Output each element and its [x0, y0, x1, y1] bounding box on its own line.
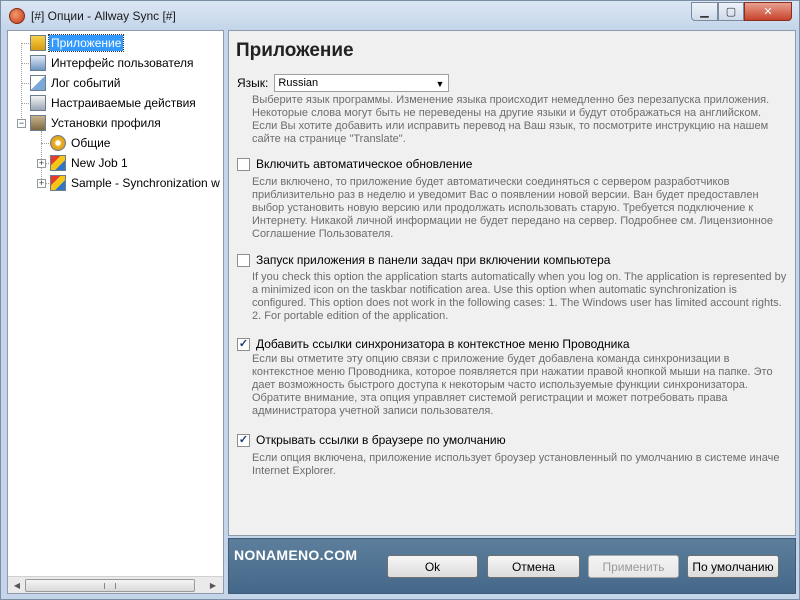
ok-button[interactable]: Ok [387, 555, 478, 578]
sidebar-item-application[interactable] [30, 34, 123, 52]
default-browser-label[interactable]: Открывать ссылки в браузере по умолчанию [256, 433, 506, 447]
sidebar-item-label: Настраиваемые действия [51, 96, 196, 110]
language-label: Язык: [237, 76, 269, 90]
sidebar-item-label: Приложение [51, 36, 122, 50]
startup-tray-description: If you check this option the application starts automatically when you log on. The application is represented by a minimized icon on the taskbar notification area. Use this option when automatic synchronization is configured. This option does not work in the following cases: 1. The Windows user has limited account rights. 2. For portable edition of the application. [252, 271, 787, 322]
option-explorer-menu[interactable] [237, 337, 630, 351]
sidebar-item-general[interactable] [50, 134, 112, 152]
sidebar-item-sample-sync[interactable] [50, 174, 222, 192]
settings-panel [228, 30, 796, 536]
language-select[interactable] [274, 74, 449, 92]
language-row [237, 74, 449, 92]
apply-button[interactable]: Применить [588, 555, 679, 578]
scroll-right-arrow-icon[interactable]: ▶ [209, 580, 217, 590]
user-interface-icon [30, 55, 46, 71]
title-bar [0, 0, 800, 30]
tree-connector [41, 131, 42, 183]
scroll-left-arrow-icon[interactable]: ◀ [13, 580, 21, 590]
explorer-menu-description: Если вы отметите эту опцию связи с приложение будет добавлена команда синхронизации в контекстное меню Проводника, которое появляется при нажатии правой кнопкой мыши на папке. Это дает возможность быстрого доступа к некоторым часто используемые функции синхронизатора. Обратите внимание, эта опция управляет системой регистрации и может потребовать права администратора учетной записи пользователя. [252, 353, 773, 417]
job-cube-icon [50, 175, 66, 191]
auto-update-checkbox[interactable] [237, 158, 250, 171]
settings-tree[interactable] [7, 30, 224, 594]
auto-update-label[interactable]: Включить автоматическое обновление [256, 157, 473, 171]
sidebar-item-new-job-1[interactable] [50, 154, 130, 172]
option-auto-update[interactable] [237, 157, 472, 171]
explorer-menu-checkbox[interactable]: ✓ [238, 337, 249, 350]
window-title: [#] Опции - Allway Sync [#] [31, 9, 176, 23]
scroll-grip-icon [104, 583, 116, 589]
language-description: Выберите язык программы. Изменение языка происходит немедленно без перезапуска приложения. Некоторые слова могут быть не переведены на другие языки и будут отображаться на английском. Если Вы хотите добавить или исправить перевод на Ваш язык, то посмотрите инструкцию на нашем сайте на странице "Translate". [252, 94, 770, 145]
cancel-button[interactable]: Отмена [487, 555, 580, 578]
sidebar-item-label: Общие [71, 136, 111, 150]
event-log-icon [30, 75, 46, 91]
startup-tray-checkbox[interactable] [237, 254, 250, 267]
maximize-button[interactable]: ▢ [718, 2, 744, 21]
sidebar-item-label: Лог событий [51, 76, 121, 90]
defaults-button[interactable]: По умолчанию [687, 555, 779, 578]
expander-sample-job[interactable]: + [38, 178, 45, 188]
sidebar-item-profile-settings[interactable] [30, 114, 163, 132]
sidebar-item-label: New Job 1 [71, 156, 128, 170]
sidebar-item-custom-actions[interactable] [30, 94, 198, 112]
custom-actions-icon [30, 95, 46, 111]
default-browser-checkbox[interactable]: ✓ [238, 433, 249, 446]
expander-new-job-1[interactable]: + [38, 158, 45, 168]
sidebar-item-label: Установки профиля [51, 116, 161, 130]
sidebar-item-user-interface[interactable] [30, 54, 196, 72]
startup-tray-label[interactable]: Запуск приложения в панели задач при включении компьютера [256, 253, 611, 267]
scrollbar-thumb[interactable] [25, 579, 195, 592]
minimize-button[interactable]: ▁ [691, 2, 718, 21]
auto-update-description: Если включено, то приложение будет автоматически соединяться с сервером разработчиков приблизительно раз в неделю и уведомит Вас о появлении новой версии. Ван будет предоставлен выбор установить новую версию или продолжать использовать старую. Требуется подключение к Интернету. Никакой личной информации не будет передано на сервер. Подробнее см. Лицензионное Соглашение Пользователя. [252, 176, 773, 240]
close-button[interactable]: ✕ [744, 2, 792, 21]
sidebar-item-label: Sample - Synchronization w [71, 176, 220, 190]
job-cube-icon [50, 155, 66, 171]
allway-sync-app-icon[interactable] [9, 8, 25, 24]
option-startup-tray[interactable] [237, 253, 610, 267]
general-gear-icon [50, 135, 66, 151]
language-value: Russian [278, 77, 319, 89]
option-default-browser[interactable] [237, 433, 506, 447]
button-bar [228, 538, 796, 594]
explorer-menu-label[interactable]: Добавить ссылки синхронизатора в контекстное меню Проводника [256, 337, 630, 351]
expander-profile-settings[interactable]: − [18, 118, 25, 128]
options-window [0, 30, 800, 600]
page-title: Приложение [236, 40, 354, 61]
brand-watermark: NONAMENO.COM [234, 547, 358, 563]
default-browser-description: Если опция включена, приложение использует броузер установленный по умолчанию в системе иначе Internet Explorer. [252, 452, 780, 477]
sidebar-item-label: Интерфейс пользователя [51, 56, 194, 70]
horizontal-scrollbar[interactable] [8, 576, 223, 593]
application-settings-icon [30, 35, 46, 51]
chevron-down-icon: ▼ [435, 79, 445, 89]
profile-settings-icon [30, 115, 46, 131]
sidebar-item-event-log[interactable] [30, 74, 122, 92]
